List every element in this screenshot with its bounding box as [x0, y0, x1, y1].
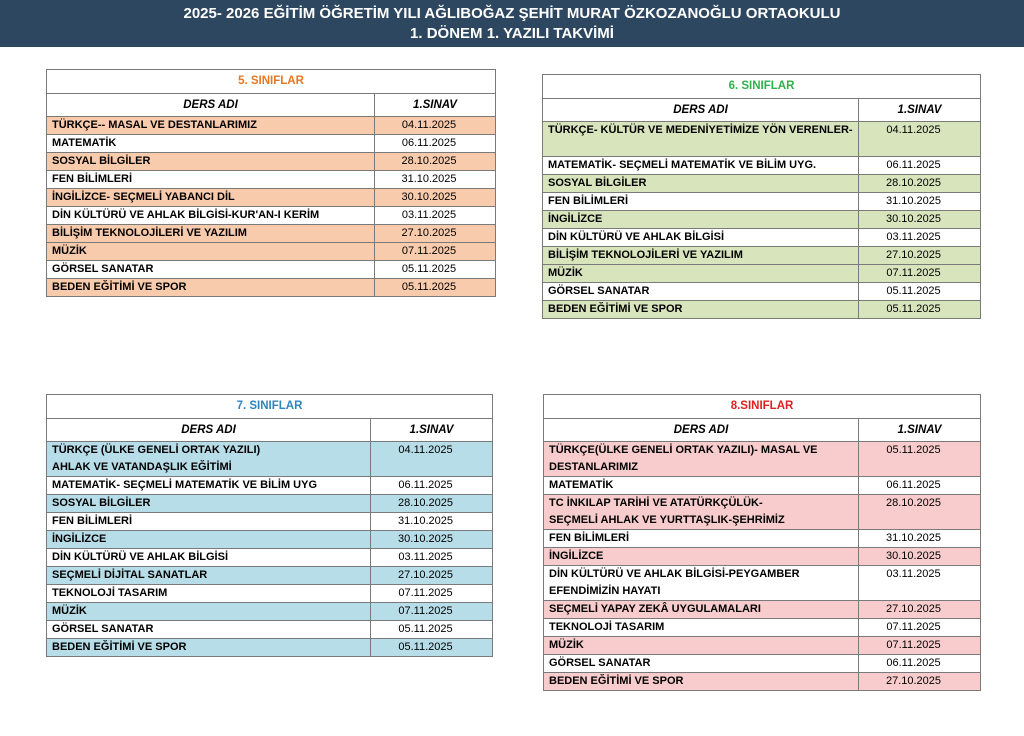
header-title-line1: 2025- 2026 EĞİTİM ÖĞRETİM YILI AĞLIBOĞAZ ŞEHİT MURAT ÖZKOZANOĞLU ORTAOKULU	[183, 5, 841, 22]
subject-text: MATEMATİK	[549, 479, 614, 491]
subject-cell	[47, 567, 371, 585]
subject-cell	[47, 585, 371, 603]
exam-date-cell	[371, 531, 493, 549]
exam-date: 27.10.2025	[397, 569, 454, 581]
exam-date: 28.10.2025	[885, 177, 942, 189]
column-header-subject: DERS ADI	[544, 419, 859, 442]
table-row	[544, 637, 981, 655]
exam-date: 07.11.2025	[886, 639, 941, 651]
exam-date-cell	[859, 477, 981, 495]
column-header-exam: 1.SINAV	[375, 94, 496, 117]
exam-date: 03.11.2025	[886, 568, 941, 580]
exam-date-cell	[371, 442, 493, 477]
subject-text: TÜRKÇE- KÜLTÜR VE MEDENİYETİMİZE YÖN VERENLER-	[548, 124, 853, 136]
subject-text: MATEMATİK- SEÇMELİ MATEMATİK VE BİLİM UYG.	[548, 159, 817, 171]
exam-date-cell	[375, 207, 496, 225]
subject-cell	[543, 193, 859, 211]
exam-date-cell	[859, 601, 981, 619]
table-row	[47, 243, 496, 261]
subject-text: FEN BİLİMLERİ	[549, 532, 630, 544]
subject-cell	[544, 442, 859, 477]
subject-text: DESTANLARIMIZ	[549, 461, 639, 473]
grade-7-exam-table	[46, 394, 493, 657]
table-row	[47, 189, 496, 207]
exam-date-cell	[375, 279, 496, 297]
table-row	[544, 495, 981, 530]
exam-date: 03.11.2025	[398, 551, 453, 563]
exam-date-cell	[375, 261, 496, 279]
subject-cell	[47, 225, 375, 243]
subject-cell	[544, 477, 859, 495]
exam-date: 31.10.2025	[885, 532, 942, 544]
subject-text: EFENDİMİZİN HAYATI	[549, 585, 661, 597]
table-row	[47, 639, 493, 657]
table-row	[543, 301, 981, 319]
exam-date: 05.11.2025	[886, 444, 941, 456]
exam-date: 28.10.2025	[397, 497, 454, 509]
table-row	[544, 655, 981, 673]
exam-date-cell	[371, 477, 493, 495]
exam-date-cell	[859, 247, 981, 265]
exam-date: 05.11.2025	[398, 623, 453, 635]
subject-text: DİN KÜLTÜRÜ VE AHLAK BİLGİSİ-PEYGAMBER	[549, 568, 800, 580]
subject-text: MÜZİK	[549, 639, 584, 651]
table-row	[47, 531, 493, 549]
exam-date-cell	[375, 243, 496, 261]
subject-cell	[47, 117, 375, 135]
grade-5-exam-table	[46, 69, 496, 297]
subject-cell	[543, 247, 859, 265]
exam-date: 28.10.2025	[885, 497, 942, 509]
subject-cell	[47, 189, 375, 207]
table-title: 5. SINIFLAR	[47, 70, 496, 94]
exam-date: 06.11.2025	[886, 479, 941, 491]
grade-8-exam-table	[543, 394, 981, 691]
subject-cell	[47, 621, 371, 639]
subject-text: SOSYAL BİLGİLER	[52, 497, 151, 509]
subject-text: BEDEN EĞİTİMİ VE SPOR	[549, 675, 684, 687]
exam-date-cell	[375, 225, 496, 243]
exam-date-cell	[859, 283, 981, 301]
subject-text: MÜZİK	[52, 605, 87, 617]
exam-date-cell	[371, 639, 493, 657]
subject-cell	[543, 157, 859, 175]
table-row	[543, 193, 981, 211]
subject-cell	[544, 619, 859, 637]
table-row	[47, 495, 493, 513]
subject-text: DİN KÜLTÜRÜ VE AHLAK BİLGİSİ	[52, 551, 228, 563]
exam-date: 30.10.2025	[401, 191, 457, 203]
exam-date-cell	[375, 189, 496, 207]
exam-date: 04.11.2025	[401, 119, 457, 131]
subject-cell	[47, 171, 375, 189]
subject-cell	[47, 261, 375, 279]
table-row	[543, 211, 981, 229]
subject-text: MATEMATİK- SEÇMELİ MATEMATİK VE BİLİM UYG	[52, 479, 317, 491]
exam-date: 31.10.2025	[397, 515, 454, 527]
exam-date: 27.10.2025	[885, 249, 942, 261]
exam-date-cell	[859, 157, 981, 175]
subject-text: İNGİLİZCE	[52, 533, 107, 545]
subject-cell	[544, 673, 859, 691]
exam-date: 27.10.2025	[401, 227, 457, 239]
subject-cell	[47, 639, 371, 657]
exam-date: 27.10.2025	[885, 603, 942, 615]
table-row	[47, 261, 496, 279]
table-row	[47, 477, 493, 495]
subject-text: GÖRSEL SANATAR	[548, 285, 650, 297]
exam-date: 07.11.2025	[401, 245, 457, 257]
exam-date-cell	[859, 655, 981, 673]
table-row	[543, 175, 981, 193]
column-header-exam: 1.SINAV	[859, 99, 981, 122]
exam-date-cell	[859, 229, 981, 247]
exam-date: 03.11.2025	[401, 209, 457, 221]
exam-date: 05.11.2025	[398, 641, 453, 653]
table-row	[47, 279, 496, 297]
table-title: 6. SINIFLAR	[543, 75, 981, 99]
exam-date: 05.11.2025	[401, 281, 457, 293]
exam-date: 28.10.2025	[401, 155, 457, 167]
exam-date-cell	[371, 549, 493, 567]
exam-date-cell	[375, 171, 496, 189]
column-header-exam: 1.SINAV	[859, 419, 981, 442]
exam-date: 04.11.2025	[886, 124, 941, 136]
table-row	[544, 619, 981, 637]
subject-text: GÖRSEL SANATAR	[549, 657, 651, 669]
exam-date-cell	[859, 566, 981, 601]
subject-cell	[543, 283, 859, 301]
table-row	[47, 585, 493, 603]
subject-text: İNGİLİZCE	[549, 550, 604, 562]
subject-text: AHLAK VE VATANDAŞLIK EĞİTİMİ	[52, 461, 232, 473]
exam-date-cell	[371, 513, 493, 531]
exam-date-cell	[859, 301, 981, 319]
exam-date-cell	[375, 153, 496, 171]
table-row	[47, 549, 493, 567]
column-header-subject: DERS ADI	[47, 419, 371, 442]
table-row	[543, 247, 981, 265]
subject-text: GÖRSEL SANATAR	[52, 263, 154, 275]
header-title-line2: 1. DÖNEM 1. YAZILI TAKVİMİ	[410, 25, 614, 42]
exam-date-cell	[371, 495, 493, 513]
exam-date: 07.11.2025	[398, 605, 453, 617]
subject-text: DİN KÜLTÜRÜ VE AHLAK BİLGİSİ	[548, 231, 724, 243]
table-row	[47, 117, 496, 135]
exam-date: 31.10.2025	[885, 195, 942, 207]
subject-text: BEDEN EĞİTİMİ VE SPOR	[548, 303, 683, 315]
exam-date: 06.11.2025	[398, 479, 453, 491]
subject-cell	[47, 243, 375, 261]
subject-cell	[544, 637, 859, 655]
table-row	[47, 225, 496, 243]
subject-cell	[47, 279, 375, 297]
table-row	[543, 157, 981, 175]
exam-date-cell	[371, 621, 493, 639]
subject-text: SEÇMELİ AHLAK VE YURTTAŞLIK-ŞEHRİMİZ	[549, 514, 785, 526]
subject-cell	[543, 301, 859, 319]
subject-text: İNGİLİZCE	[548, 213, 603, 225]
table-row	[47, 603, 493, 621]
exam-date-cell	[371, 603, 493, 621]
subject-text: TEKNOLOJİ TASARIM	[549, 621, 665, 633]
exam-date-cell	[859, 193, 981, 211]
exam-date-cell	[859, 211, 981, 229]
table-row	[544, 566, 981, 601]
exam-date: 03.11.2025	[886, 231, 941, 243]
subject-text: BİLİŞİM TEKNOLOJİLERİ VE YAZILIM	[548, 249, 743, 261]
subject-text: TC İNKILAP TARİHİ VE ATATÜRKÇÜLÜK-	[549, 497, 763, 509]
exam-date: 04.11.2025	[398, 444, 453, 456]
table-row	[544, 601, 981, 619]
table-row	[47, 171, 496, 189]
exam-date: 27.10.2025	[885, 675, 942, 687]
subject-cell	[543, 265, 859, 283]
subject-cell	[544, 655, 859, 673]
subject-cell	[544, 530, 859, 548]
subject-text: DİN KÜLTÜRÜ VE AHLAK BİLGİSİ-KUR'AN-I KERİM	[52, 209, 320, 221]
exam-date-cell	[859, 122, 981, 157]
subject-cell	[47, 549, 371, 567]
subject-text: MÜZİK	[52, 245, 87, 257]
exam-date: 05.11.2025	[401, 263, 457, 275]
subject-text: TÜRKÇE(ÜLKE GENELİ ORTAK YAZILI)- MASAL VE	[549, 444, 818, 456]
table-row	[47, 207, 496, 225]
exam-date: 30.10.2025	[885, 550, 942, 562]
table-row	[47, 513, 493, 531]
exam-date-cell	[371, 567, 493, 585]
exam-date-cell	[859, 548, 981, 566]
subject-text: FEN BİLİMLERİ	[52, 173, 133, 185]
subject-cell	[47, 495, 371, 513]
subject-cell	[544, 548, 859, 566]
table-title: 8.SINIFLAR	[544, 395, 981, 419]
subject-text: TÜRKÇE (ÜLKE GENELİ ORTAK YAZILI)	[52, 444, 261, 456]
exam-date-cell	[859, 637, 981, 655]
subject-text: BİLİŞİM TEKNOLOJİLERİ VE YAZILIM	[52, 227, 247, 239]
subject-cell	[47, 531, 371, 549]
subject-text: FEN BİLİMLERİ	[52, 515, 133, 527]
exam-date-cell	[859, 673, 981, 691]
table-row	[47, 567, 493, 585]
exam-date-cell	[859, 175, 981, 193]
table-row	[543, 283, 981, 301]
subject-text: MÜZİK	[548, 267, 583, 279]
grade-6-exam-table	[542, 74, 981, 319]
exam-date-cell	[859, 265, 981, 283]
exam-date: 05.11.2025	[886, 303, 941, 315]
subject-cell	[544, 566, 859, 601]
exam-date: 06.11.2025	[886, 159, 941, 171]
page-header	[0, 0, 1024, 47]
exam-date: 31.10.2025	[401, 173, 457, 185]
subject-cell	[47, 442, 371, 477]
table-row	[543, 122, 981, 157]
subject-text: FEN BİLİMLERİ	[548, 195, 629, 207]
subject-text: İNGİLİZCE- SEÇMELİ YABANCI DİL	[52, 191, 235, 203]
table-row	[47, 621, 493, 639]
table-row	[543, 229, 981, 247]
exam-date-cell	[859, 530, 981, 548]
subject-cell	[47, 603, 371, 621]
column-header-exam: 1.SINAV	[371, 419, 493, 442]
subject-cell	[544, 495, 859, 530]
table-row	[47, 135, 496, 153]
subject-text: SEÇMELİ YAPAY ZEKÂ UYGULAMALARI	[549, 603, 761, 615]
subject-text: MATEMATİK	[52, 137, 117, 149]
exam-date: 30.10.2025	[885, 213, 942, 225]
exam-date-cell	[859, 619, 981, 637]
subject-text	[548, 139, 853, 156]
column-header-subject: DERS ADI	[543, 99, 859, 122]
subject-cell	[544, 601, 859, 619]
subject-text: BEDEN EĞİTİMİ VE SPOR	[52, 641, 187, 653]
table-row	[544, 530, 981, 548]
subject-cell	[47, 207, 375, 225]
table-row	[544, 477, 981, 495]
subject-cell	[543, 211, 859, 229]
exam-date: 07.11.2025	[886, 621, 941, 633]
subject-cell	[543, 122, 859, 157]
subject-text: SEÇMELİ DİJİTAL SANATLAR	[52, 569, 208, 581]
exam-date: 05.11.2025	[886, 285, 941, 297]
table-row	[47, 442, 493, 477]
table-title: 7. SINIFLAR	[47, 395, 493, 419]
subject-text: SOSYAL BİLGİLER	[548, 177, 647, 189]
column-header-subject: DERS ADI	[47, 94, 375, 117]
exam-date-cell	[859, 442, 981, 477]
exam-date: 06.11.2025	[886, 657, 941, 669]
subject-cell	[543, 229, 859, 247]
exam-date-cell	[375, 117, 496, 135]
subject-text: GÖRSEL SANATAR	[52, 623, 154, 635]
exam-date: 30.10.2025	[397, 533, 454, 545]
exam-date-cell	[859, 495, 981, 530]
table-row	[544, 673, 981, 691]
subject-text: TÜRKÇE-- MASAL VE DESTANLARIMIZ	[52, 119, 257, 131]
exam-date: 06.11.2025	[401, 137, 457, 149]
subject-cell	[543, 175, 859, 193]
exam-date: 07.11.2025	[398, 587, 453, 599]
exam-date: 07.11.2025	[886, 267, 941, 279]
table-row	[544, 548, 981, 566]
table-row	[47, 153, 496, 171]
exam-date-cell	[375, 135, 496, 153]
exam-date-cell	[371, 585, 493, 603]
table-row	[543, 265, 981, 283]
subject-cell	[47, 135, 375, 153]
subject-text: BEDEN EĞİTİMİ VE SPOR	[52, 281, 187, 293]
subject-text: TEKNOLOJİ TASARIM	[52, 587, 168, 599]
subject-cell	[47, 513, 371, 531]
subject-cell	[47, 477, 371, 495]
subject-cell	[47, 153, 375, 171]
subject-text: SOSYAL BİLGİLER	[52, 155, 151, 167]
table-row	[544, 442, 981, 477]
